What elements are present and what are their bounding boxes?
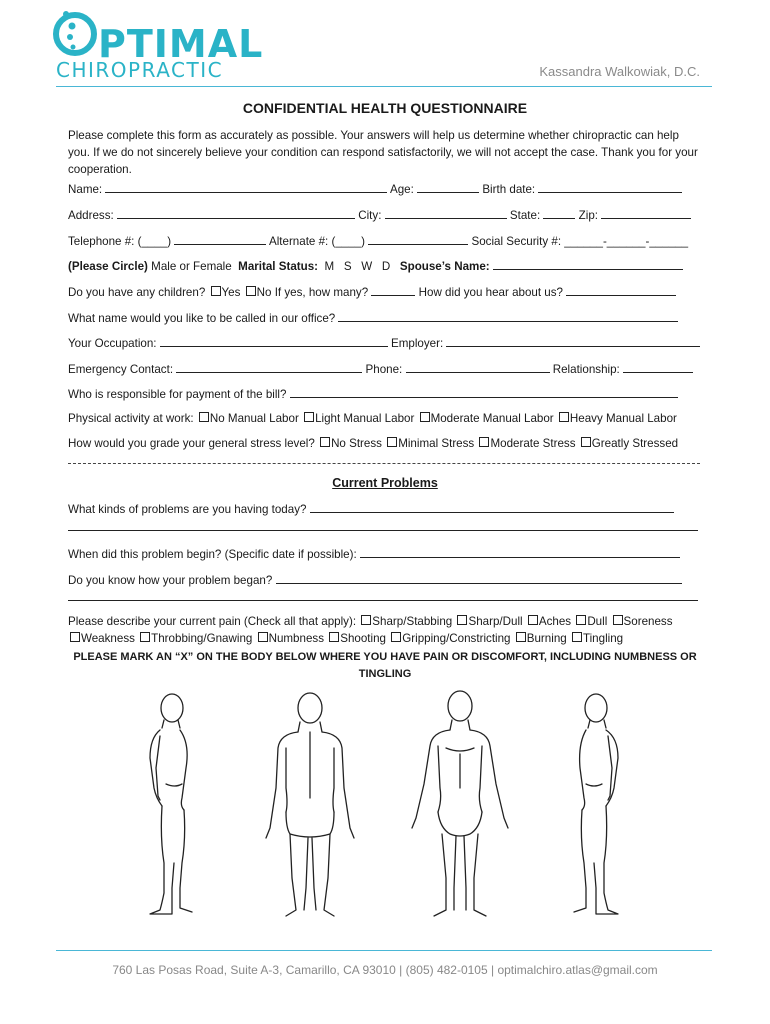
age-field[interactable] — [417, 181, 479, 193]
stress-row — [68, 437, 708, 450]
name-label: Name: — [68, 183, 103, 196]
emergency-label: Emergency Contact: — [68, 363, 174, 376]
how-began-row — [68, 572, 708, 587]
gender-marital-row — [68, 258, 708, 273]
activity-option: Moderate Manual Labor — [430, 412, 554, 425]
footer-divider — [56, 950, 712, 951]
pain-option: Tingling — [582, 632, 624, 645]
birth-date-label: Birth date: — [482, 183, 536, 196]
body-front-figure — [412, 691, 508, 916]
pain-row-1 — [68, 615, 708, 628]
pain-checkbox[interactable] — [258, 632, 268, 642]
address-row — [68, 207, 708, 222]
header-divider — [56, 86, 712, 87]
body-back-figure — [266, 693, 354, 916]
doctor-name: Kassandra Walkowiak, D.C. — [539, 64, 700, 79]
body-diagram[interactable] — [120, 688, 660, 928]
began-date-label: When did this problem begin? (Specific date if possible): — [68, 548, 357, 561]
logo-wordmark: PTIMAL — [98, 22, 264, 66]
how-began-field-line[interactable] — [68, 600, 698, 601]
pain-checkbox[interactable] — [329, 632, 339, 642]
body-side-right-figure — [574, 694, 618, 914]
children-row — [68, 284, 708, 299]
city-field[interactable] — [385, 207, 507, 219]
activity-label: Physical activity at work: — [68, 412, 194, 425]
stress-checkbox[interactable] — [320, 437, 330, 447]
pain-option: Sharp/Stabbing — [372, 615, 453, 628]
yes-checkbox[interactable] — [211, 286, 221, 296]
footer-address: 760 Las Posas Road, Suite A-3, Camarillo, CA 93010 | (805) 482-0105 | optimalchiro.atlas@gmail.com — [112, 963, 658, 977]
stress-option: Greatly Stressed — [591, 437, 679, 450]
please-circle-label: (Please Circle) — [68, 260, 148, 273]
pain-option: Burning — [526, 632, 567, 645]
yes-label: Yes — [221, 286, 241, 299]
body-side-left-figure — [150, 694, 192, 914]
activity-option: No Manual Labor — [209, 412, 299, 425]
stress-checkbox[interactable] — [387, 437, 397, 447]
no-label: No If yes, how many? — [256, 286, 369, 299]
state-label: State: — [509, 209, 541, 222]
name-row — [68, 181, 708, 196]
city-label: City: — [358, 209, 382, 222]
pain-checkbox[interactable] — [516, 632, 526, 642]
pain-checkbox[interactable] — [70, 632, 80, 642]
how-began-field[interactable] — [276, 572, 682, 584]
page-title: CONFIDENTIAL HEALTH QUESTIONNAIRE — [242, 100, 528, 116]
body-instruction: PLEASE MARK AN “X” ON THE BODY BELOW WHERE YOU HAVE PAIN OR DISCOMFORT, INCLUDING NUMBNESS OR TINGLING — [73, 651, 697, 680]
activity-checkbox[interactable] — [304, 412, 314, 422]
payment-row — [68, 386, 708, 401]
pain-checkbox[interactable] — [140, 632, 150, 642]
address-field[interactable] — [117, 207, 355, 219]
section-divider — [68, 463, 700, 464]
activity-checkbox[interactable] — [199, 412, 209, 422]
pain-option: Numbness — [268, 632, 324, 645]
pain-label: Please describe your current pain (Check all that apply): — [68, 615, 357, 628]
pain-option: Gripping/Constricting — [402, 632, 511, 645]
stress-checkbox[interactable] — [581, 437, 591, 447]
age-label: Age: — [389, 183, 414, 196]
pain-option: Soreness — [623, 615, 673, 628]
pain-option: Shooting — [340, 632, 387, 645]
name-field[interactable] — [105, 181, 387, 193]
state-field[interactable] — [543, 207, 575, 219]
alternate-field[interactable] — [368, 233, 468, 245]
intro-text: Please complete this form as accurately as possible. Your answers will help us determine whether chiropractic can help you. If we do not sincerely believe your condition can respond satisfactorily, we will not accept the case. Thank you for your cooperation. — [68, 129, 698, 176]
pain-checkbox[interactable] — [576, 615, 586, 625]
current-problems-title: Current Problems — [332, 476, 438, 490]
stress-checkbox[interactable] — [479, 437, 489, 447]
pain-option: Aches — [538, 615, 572, 628]
began-date-field[interactable] — [360, 546, 680, 558]
emergency-row — [68, 361, 708, 376]
marital-options[interactable]: M S W D — [324, 260, 391, 273]
birth-date-field[interactable] — [538, 181, 682, 193]
began-date-row — [68, 546, 708, 561]
occupation-field[interactable] — [160, 335, 388, 347]
called-row — [68, 310, 708, 325]
pain-option: Sharp/Dull — [468, 615, 523, 628]
pain-checkbox[interactable] — [457, 615, 467, 625]
telephone-field[interactable] — [174, 233, 266, 245]
ssn-field[interactable]: Social Security #: ______-______-______ — [471, 235, 689, 248]
activity-checkbox[interactable] — [559, 412, 569, 422]
pain-option: Dull — [587, 615, 608, 628]
marital-label: Marital Status: — [238, 260, 319, 273]
activity-option: Heavy Manual Labor — [569, 412, 677, 425]
pain-checkbox[interactable] — [572, 632, 582, 642]
logo-subtitle: CHIROPRACTIC — [56, 58, 224, 82]
zip-field[interactable] — [601, 207, 691, 219]
stress-option: Moderate Stress — [490, 437, 576, 450]
activity-option: Light Manual Labor — [315, 412, 415, 425]
stress-option: Minimal Stress — [398, 437, 475, 450]
problems-row — [68, 501, 708, 516]
pain-checkbox[interactable] — [528, 615, 538, 625]
payment-field[interactable] — [290, 386, 678, 398]
emergency-field[interactable] — [176, 361, 362, 373]
employer-field[interactable] — [446, 335, 700, 347]
gender-options[interactable]: Male or Female — [151, 260, 232, 273]
telephone-row — [68, 233, 708, 248]
phone-label: Phone: — [365, 363, 403, 376]
no-checkbox[interactable] — [246, 286, 256, 296]
address-label: Address: — [68, 209, 114, 222]
problems-label: What kinds of problems are you having today? — [68, 503, 307, 516]
problems-field[interactable] — [310, 501, 674, 513]
called-field[interactable] — [338, 310, 678, 322]
hear-label: How did you hear about us? — [418, 286, 563, 299]
payment-label: Who is responsible for payment of the bill? — [68, 388, 287, 401]
activity-checkbox[interactable] — [420, 412, 430, 422]
phone-field[interactable] — [406, 361, 550, 373]
zip-label: Zip: — [578, 209, 598, 222]
relationship-field[interactable] — [623, 361, 693, 373]
pain-option: Weakness — [81, 632, 135, 645]
occupation-label: Your Occupation: — [68, 337, 157, 350]
pain-row-2 — [68, 632, 708, 645]
relationship-label: Relationship: — [552, 363, 620, 376]
spouse-label: Spouse’s Name: — [399, 260, 490, 273]
stress-label: How would you grade your general stress level? — [68, 437, 315, 450]
called-label: What name would you like to be called in our office? — [68, 312, 336, 325]
pain-option: Throbbing/Gnawing — [151, 632, 253, 645]
stress-option: No Stress — [331, 437, 382, 450]
alternate-label: Alternate #: (____) — [268, 235, 365, 248]
pain-checkbox[interactable] — [361, 615, 371, 625]
hear-field[interactable] — [566, 284, 676, 296]
pain-checkbox[interactable] — [391, 632, 401, 642]
pain-checkbox[interactable] — [613, 615, 623, 625]
employer-label: Employer: — [390, 337, 444, 350]
children-label: Do you have any children? — [68, 286, 206, 299]
problems-field-line[interactable] — [68, 530, 698, 531]
activity-row — [68, 412, 708, 425]
occupation-row — [68, 335, 708, 350]
spouse-field[interactable] — [493, 258, 683, 270]
logo-o-icon — [50, 6, 100, 58]
how-began-label: Do you know how your problem began? — [68, 574, 273, 587]
telephone-label: Telephone #: (____) — [68, 235, 172, 248]
children-count-field[interactable] — [371, 284, 415, 296]
